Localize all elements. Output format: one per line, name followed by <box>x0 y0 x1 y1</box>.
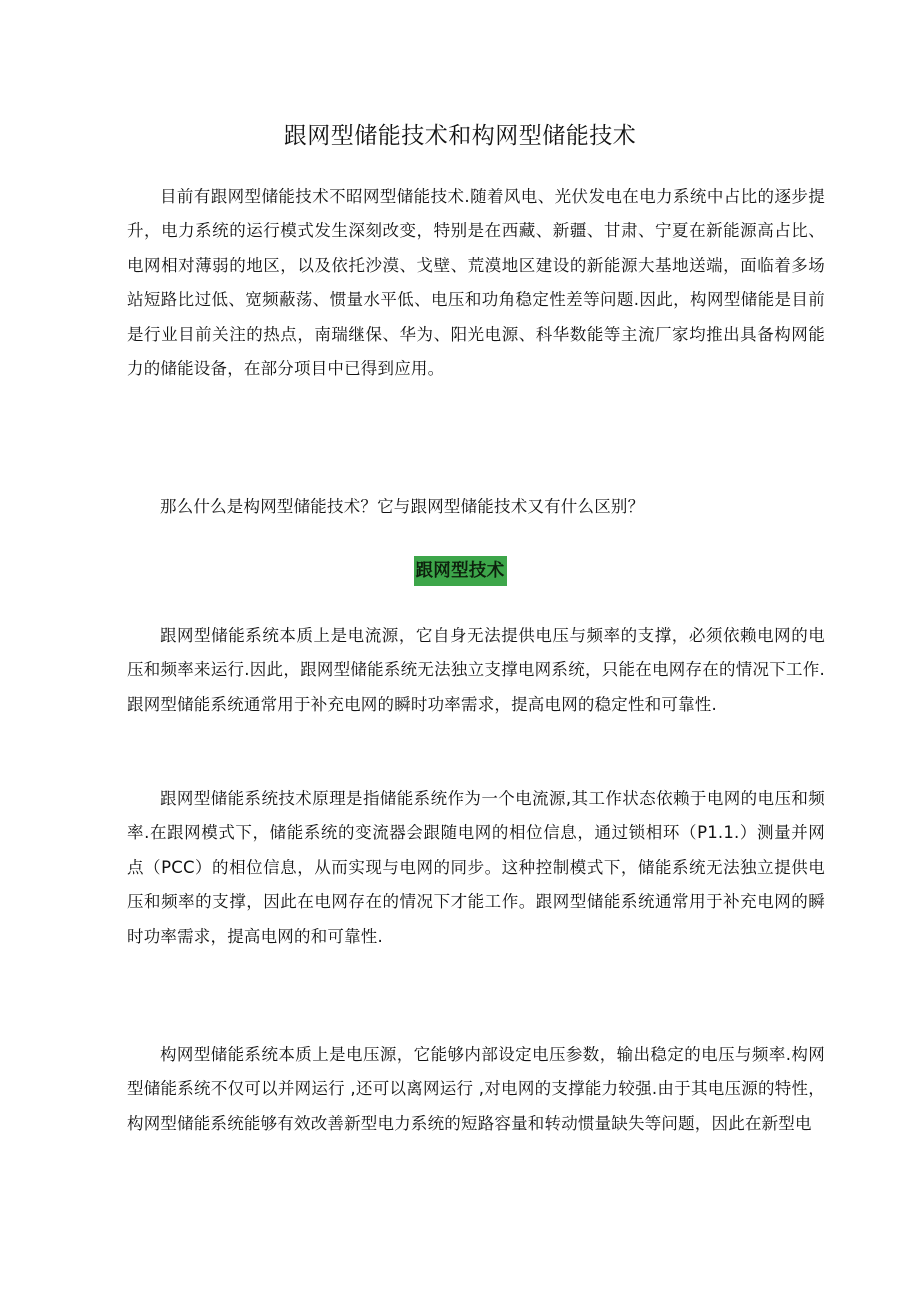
grid-forming-paragraph: 构网型储能系统本质上是电压源，它能够内部设定电压参数，输出稳定的电压与频率.构网型储能系统不仅可以并网运行 ,还可以离网运行 ,对电网的支撑能力较强.由于其电压源的特性，构网型储能系统能够有效改善新型电力系统的短路容量和转动惯量缺失等问题，因此在新型电 <box>127 1045 825 1133</box>
grid-following-paragraph-2: 跟网型储能系统技术原理是指储能系统作为一个电流源,其工作状态依赖于电网的电压和频率.在跟网模式下，储能系统的变流器会跟随电网的相位信息，通过锁相环（P1.1.）测量并网点（PCC）的相位信息，从而实现与电网的同步。这种控制模式下，储能系统无法独立提供电压和频率的支撑，因此在电网存在的情况下才能工作。跟网型储能系统通常用于补充电网的瞬时功率需求，提高电网的和可靠性. <box>127 789 825 946</box>
document-title: 跟网型储能技术和构网型储能技术 <box>283 123 637 149</box>
section-heading-container <box>0 556 920 586</box>
section-heading-grid-following: 跟网型技术 <box>414 556 507 586</box>
intro-paragraph: 目前有跟网型储能技术不昭网型储能技术.随着风电、光伏发电在电力系统中占比的逐步提升，电力系统的运行模式发生深刻改变，特别是在西藏、新疆、甘肃、宁夏在新能源高占比、电网相对薄弱的地区，以及依托沙漠、戈壁、荒漠地区建设的新能源大基地送端，面临着多场站短路比过低、宽频蔽荡、惯量水平低、电压和功角稳定性差等问题.因此，构网型储能是目前是行业目前关注的热点，南瑞继保、华为、阳光电源、科华数能等主流厂家均推出具备构网能力的储能设备，在部分项目中已得到应用。 <box>127 187 825 379</box>
question-paragraph: 那么什么是构网型储能技术？它与跟网型储能技术又有什么区别？ <box>160 497 645 516</box>
grid-following-paragraph-1: 跟网型储能系统本质上是电流源，它自身无法提供电压与频率的支撑，必须依赖电网的电压和频率来运行.因此，跟网型储能系统无法独立支撑电网系统，只能在电网存在的情况下工作.跟网型储能系统通常用于补充电网的瞬时功率需求，提高电网的稳定性和可靠性. <box>127 626 825 714</box>
